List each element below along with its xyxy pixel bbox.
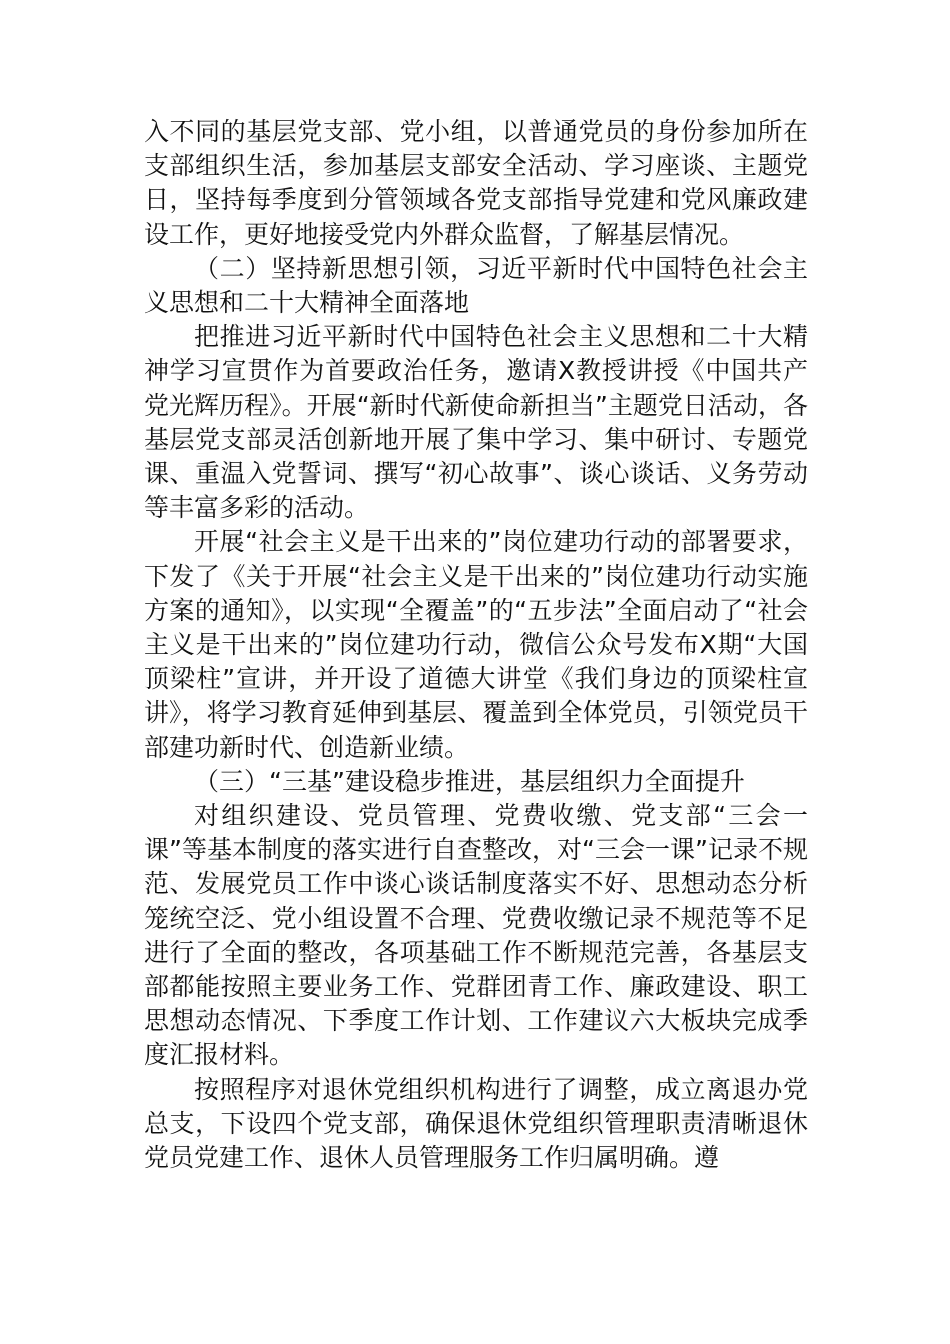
document-body (144, 115, 808, 1175)
paragraph-study-campaign: 把推进习近平新时代中国特色社会主义思想和二十大精神学习宣贯作为首要政治任务，邀请X教授讲授《中国共产党光辉历程》。开展“新时代新使命新担当”主题党日活动，各基层党支部灵活创新地开展了集中学习、集中研讨、专题党课、重温入党誓词、撰写“初心故事”、谈心谈话、义务劳动等丰富多彩的活动。 (144, 322, 808, 523)
section-heading-2: （二）坚持新思想引领，习近平新时代中国特色社会主义思想和二十大精神全面落地 (144, 253, 808, 318)
paragraph-retiree-organization: 按照程序对退休党组织机构进行了调整，成立离退办党总支，下设四个党支部，确保退休党组织管理职责清晰退休党员党建工作、退休人员管理服务工作归属明确。遵 (144, 1074, 808, 1173)
paragraph-continued: 入不同的基层党支部、党小组，以普通党员的身份参加所在支部组织生活，参加基层支部安全活动、学习座谈、主题党日，坚持每季度到分管领域各党支部指导党建和党风廉政建设工作，更好地接受党内外群众监督，了解基层情况。 (144, 117, 808, 249)
paragraph-self-inspection: 对组织建设、党员管理、党费收缴、党支部“三会一课”等基本制度的落实进行自查整改，对“三会一课”记录不规范、发展党员工作中谈心谈话制度落实不好、思想动态分析笼统空泛、党小组设置不合理、党费收缴记录不规范等不足进行了全面的整改，各项基础工作不断规范完善，各基层支部都能按照主要业务工作、党群团青工作、廉政建设、职工思想动态情况、下季度工作计划、工作建议六大板块完成季度汇报材料。 (144, 801, 808, 1070)
paragraph-post-action: 开展“社会主义是干出来的”岗位建功行动的部署要求，下发了《关于开展“社会主义是干出来的”岗位建功行动实施方案的通知》，以实现“全覆盖”的“五步法”全面启动了“社会主义是干出来的”岗位建功行动，微信公众号发布X期“大国顶梁柱”宣讲，并开设了道德大讲堂《我们身边的顶梁柱宣讲》，将学习教育延伸到基层、覆盖到全体党员，引领党员干部建功新时代、创造新业绩。 (144, 527, 808, 762)
section-heading-3: （三）“三基”建设稳步推进，基层组织力全面提升 (194, 766, 745, 796)
